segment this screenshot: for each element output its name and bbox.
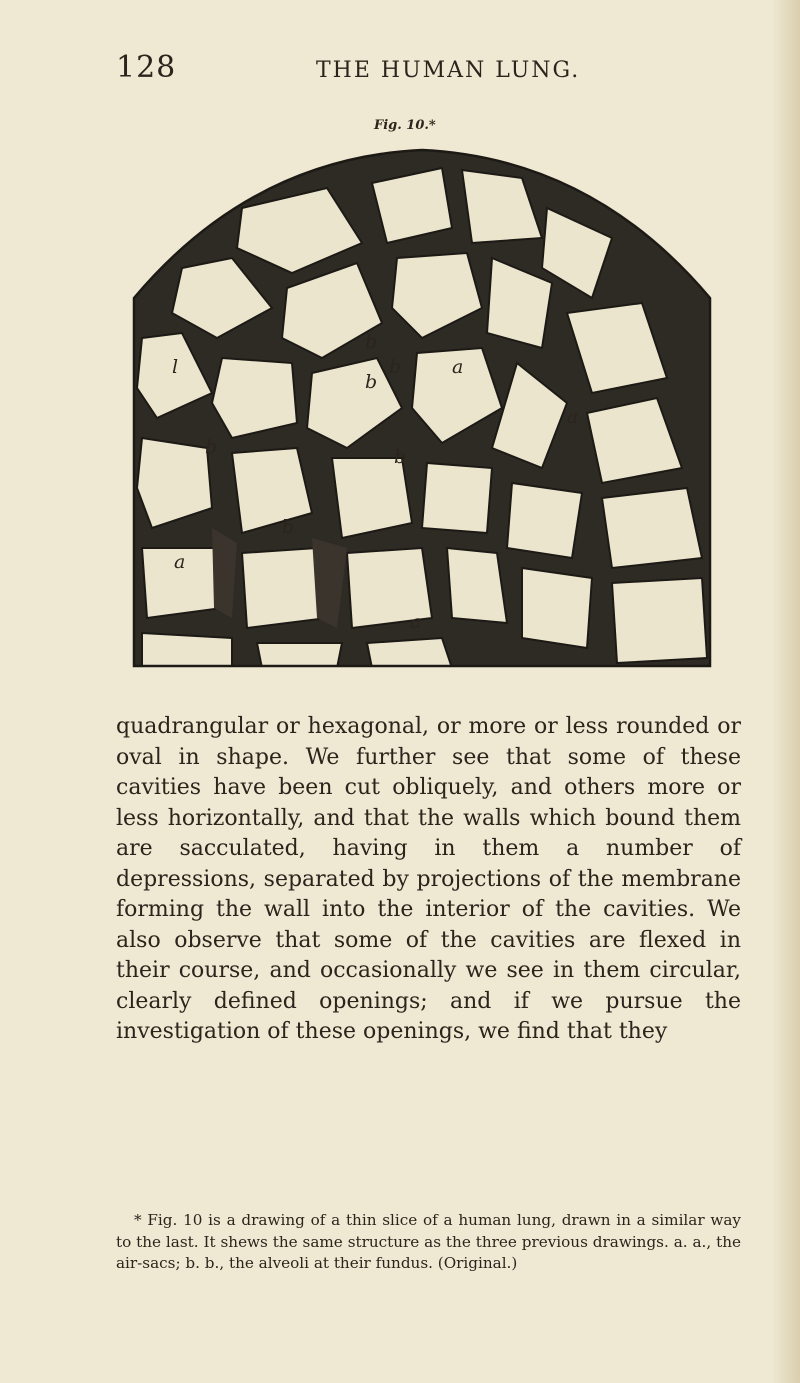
figure-label: Fig. 10.* bbox=[374, 118, 436, 133]
annotation-b-1: b bbox=[365, 331, 378, 353]
annotation-b-3: b bbox=[389, 356, 402, 378]
annotation-l: l bbox=[172, 356, 179, 378]
body-paragraph: quadrangular or hexagonal, or more or less rounded or oval in shape. We further see that some of these cavities have been cut obliquely, and others more or less horizontally, and that the walls which bound them are sacculated, having in them a number of depressions, separated by projections of the membrane forming the wall into the interior of the cavities. We also observe that some of the cavities are flexed in their course, and occasionally we see in them circular, clearly defined openings; and if we pursue the investigation of these openings, we find that they bbox=[116, 714, 741, 1044]
annotation-b-4: b bbox=[205, 436, 218, 458]
page-edge-shading bbox=[772, 0, 800, 1383]
annotation-a-3: a bbox=[410, 611, 422, 633]
figure-footnote: * Fig. 10 is a drawing of a thin slice of a human lung, drawn in a similar way to the last. It shews the same structure as the three previous drawings. a. a., the air-sacs; b. b., the alveoli at their fundus. (Original.) bbox=[116, 1211, 741, 1272]
annotation-b-6: b bbox=[282, 516, 295, 538]
lung-slice-illustration bbox=[122, 148, 722, 698]
annotation-b-2: b bbox=[365, 371, 378, 393]
annotation-a-2: a bbox=[567, 406, 579, 428]
running-title: THE HUMAN LUNG. bbox=[316, 58, 581, 83]
annotation-a-1: a bbox=[452, 356, 464, 378]
page-number: 128 bbox=[116, 50, 177, 85]
annotation-a-4: a bbox=[174, 551, 186, 573]
annotation-b-5: b bbox=[394, 446, 407, 468]
